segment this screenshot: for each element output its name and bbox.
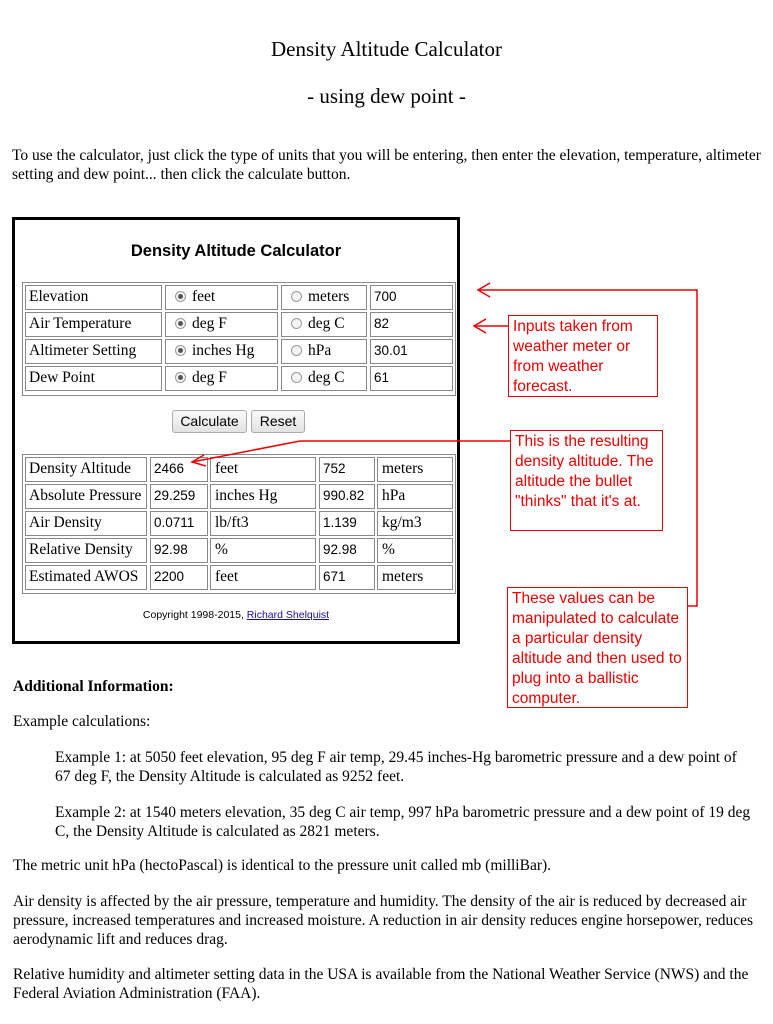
air-temperature-input[interactable]: 82 — [370, 312, 453, 337]
example-2: Example 2: at 1540 meters elevation, 35 deg C air temp, 997 hPa barometric pressure and a dew point of 19 deg C, the Density Altitude is calculated as 2821 meters. — [55, 804, 751, 840]
result-unit: feet — [210, 457, 316, 482]
absolute-pressure-hpa-value[interactable]: 990.82 — [319, 484, 375, 509]
values-annotation: These values can be manipulated to calculate a particular density altitude and then used to plug into a ballistic computer. — [507, 587, 688, 708]
absolute-pressure-inhg-value[interactable]: 29.259 — [150, 484, 208, 509]
input-label-elevation: Elevation — [25, 285, 162, 310]
estimated-awos-feet-value[interactable]: 2200 — [150, 565, 208, 590]
altimeter-hpa-option[interactable]: hPa — [281, 339, 367, 364]
dew-point-input[interactable]: 61 — [370, 366, 453, 391]
estimated-awos-meters-value[interactable]: 671 — [319, 565, 375, 590]
dew-point-degc-option[interactable]: deg C — [281, 366, 367, 391]
input-label-dew-point: Dew Point — [25, 366, 162, 391]
dew-point-degf-option[interactable]: deg F — [165, 366, 278, 391]
info-paragraph-data-sources: Relative humidity and altimeter setting data in the USA is available from the National Weather Service (NWS) and the Federal Aviation Administration (FAA). — [13, 966, 749, 1002]
inputs-annotation: Inputs taken from weather meter or from weather forecast. — [508, 315, 658, 397]
air-density-metric-value[interactable]: 1.139 — [319, 511, 375, 536]
example-1: Example 1: at 5050 feet elevation, 95 deg F air temp, 29.45 inches-Hg barometric pressure and a dew point of 67 deg F, the Density Altitude is calculated as 9252 feet. — [55, 749, 737, 785]
result-label-estimated-awos: Estimated AWOS — [25, 565, 147, 590]
elevation-feet-option[interactable]: feet — [165, 285, 278, 310]
density-altitude-feet-value[interactable]: 2466 — [150, 457, 208, 482]
additional-info-heading: Additional Information: — [13, 678, 174, 695]
air-temp-degf-option[interactable]: deg F — [165, 312, 278, 337]
copyright: Copyright 1998-2015, Richard Shelquist — [142, 609, 330, 621]
input-label-air-temperature: Air Temperature — [25, 312, 162, 337]
relative-density-value[interactable]: 92.98 — [150, 538, 208, 563]
examples-label: Example calculations: — [13, 713, 151, 730]
result-label-air-density: Air Density — [25, 511, 147, 536]
info-paragraph-hpa: The metric unit hPa (hectoPascal) is identical to the pressure unit called mb (milliBar). — [13, 857, 552, 874]
result-unit: feet — [210, 565, 316, 590]
reset-button[interactable]: Reset — [251, 410, 305, 433]
result-unit: hPa — [377, 484, 453, 509]
result-unit: meters — [377, 565, 453, 590]
air-density-imperial-value[interactable]: 0.0711 — [150, 511, 208, 536]
result-label-relative-density: Relative Density — [25, 538, 147, 563]
result-unit: % — [377, 538, 453, 563]
result-label-density-altitude: Density Altitude — [25, 457, 147, 482]
air-temp-degc-option[interactable]: deg C — [281, 312, 367, 337]
result-unit: % — [210, 538, 316, 563]
result-unit: lb/ft3 — [210, 511, 316, 536]
page-title: Density Altitude Calculator — [271, 37, 502, 61]
elevation-input[interactable]: 700 — [370, 285, 453, 310]
altimeter-inhg-option[interactable]: inches Hg — [165, 339, 278, 364]
elevation-meters-option[interactable]: meters — [281, 285, 367, 310]
result-unit: meters — [377, 457, 453, 482]
page-subtitle: - using dew point - — [307, 84, 466, 108]
input-label-altimeter-setting: Altimeter Setting — [25, 339, 162, 364]
calculator-title: Density Altitude Calculator — [130, 242, 342, 260]
relative-density-value-2[interactable]: 92.98 — [319, 538, 375, 563]
altimeter-setting-input[interactable]: 30.01 — [370, 339, 453, 364]
result-unit: kg/m3 — [377, 511, 453, 536]
result-label-absolute-pressure: Absolute Pressure — [25, 484, 147, 509]
calculate-button[interactable]: Calculate — [172, 410, 247, 433]
density-altitude-meters-value[interactable]: 752 — [319, 457, 375, 482]
author-link[interactable]: Richard Shelquist — [246, 609, 330, 621]
result-arrow-line — [192, 441, 510, 462]
result-annotation: This is the resulting density altitude. The altitude the bullet "thinks" that it's at. — [510, 430, 663, 531]
info-paragraph-air-density: Air density is affected by the air pressure, temperature and humidity. The density of the air is reduced by decreased air pressure, increased temperatures and increased moisture. A reduction in air density reduces engine horsepower, reduces aerodynamic lift and reduces drag. — [13, 893, 754, 948]
result-unit: inches Hg — [210, 484, 316, 509]
intro-text: To use the calculator, just click the type of units that you will be entering, then enter the elevation, temperature, altimeter setting and dew point... then click the calculate button. — [12, 147, 761, 183]
